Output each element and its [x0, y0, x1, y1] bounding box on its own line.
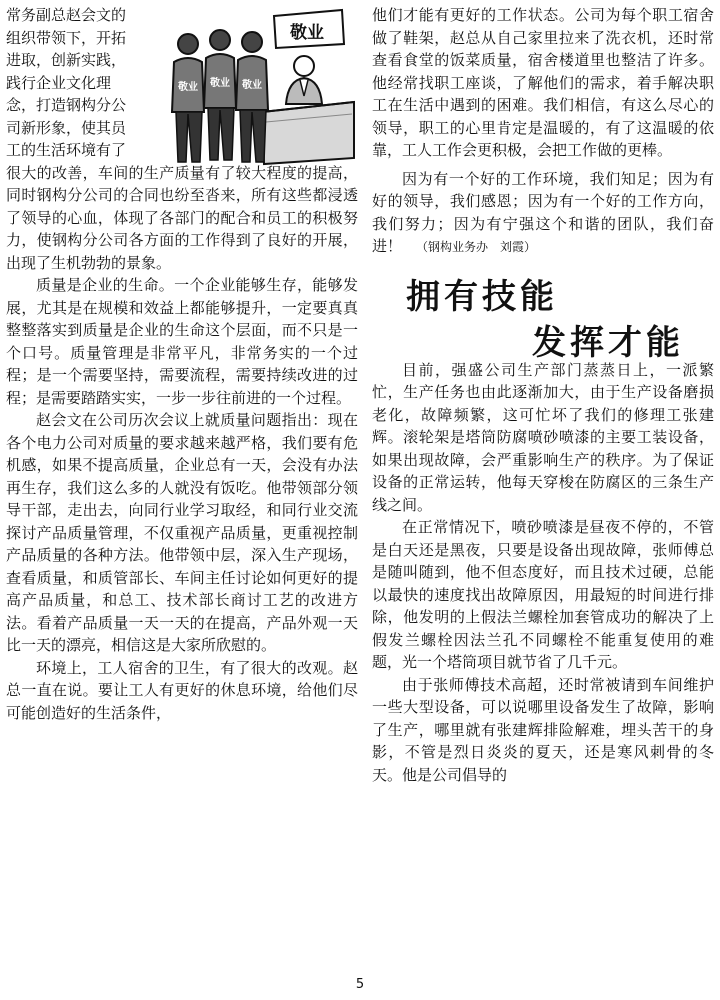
headline-line-1: 拥有技能 [406, 276, 558, 317]
intro-line: 工的生活环境有了 [6, 141, 127, 159]
right-paragraph-1: 他们才能有更好的工作状态。公司为每个职工宿舍做了鞋架，赵总从自己家里拉来了洗衣机，还时常查看食堂的饭菜质量，宿舍楼道里也整洁了许多。他经常找职工座谈，了解他们的需求，着手解决职工在生活中遇到的困难。我们相信，有这么尽心的领导，职工的心里肯定是温暖的，有了这温暖的依靠，工人工作会更积极，会把工作做的更棒。 [372, 6, 714, 159]
right-paragraph-2 [372, 168, 714, 259]
wrapped-intro [6, 4, 162, 162]
article-headline [372, 259, 714, 363]
shirt-text: 敬业 [210, 78, 230, 89]
desk [262, 102, 354, 164]
intro-line: 司新形象，使其员 [6, 118, 127, 137]
left-paragraph-4: 环境上，工人宿舍的卫生，有了很大的改观。赵总一直在说。要让工人有更好的休息环境，给他们尽可能创造好的生活条件， [6, 658, 358, 722]
right-column [372, 4, 714, 786]
worker-1 [172, 34, 204, 162]
intro-line: 组织带领下，开拓 [6, 28, 127, 47]
right-paragraph-2-text: 因为有一个好的工作环境，我们知足；因为有好的领导，我们感恩；因为有一个好的工作方向，我们努力；因为有宁强这个和谐的团队，我们奋进！ [372, 169, 714, 255]
page-number: 5 [355, 977, 365, 992]
worker-2 [204, 30, 236, 160]
shirt-text: 敬业 [178, 82, 198, 93]
left-paragraph-2: 质量是企业的生命。一个企业能够生存，能够发展，尤其是在规模和效益上都能够提升，一定要真真整整落实到质量是企业的生命这个层面，而不只是一个口号。质量管理是非常平凡，非常务实的一个过程；是一个需要坚持，需要流程，需要持续改进的过程；是需要踏踏实实，一步一步往前进的一个过程。 [6, 276, 358, 407]
intro-line: 进取，创新实践， [6, 51, 127, 69]
left-paragraph-1: 很大的改善，车间的生产质量有了较大程度的提高，同时钢构分公司的合同也纷至沓来，所有这些都浸透了领导的心血，体现了各部门的配合和员工的积极努力，使钢构分公司各方面的工作得到了良好的开展，出现了生机勃勃的景象。 [6, 163, 358, 272]
right-paragraph-5: 由于张师傅技术高超，还时常被请到车间维护一些大型设备，可以说哪里设备发生了故障，影响了生产，哪里就有张建辉排险解难，埋头苦干的身影，不管是烈日炎炎的夏天，还是寒风刺骨的冬天。他是公司倡导的 [372, 675, 714, 784]
shirt-text: 敬业 [242, 80, 262, 91]
worker-3 [236, 32, 268, 162]
byline: （钢构业务办 刘霞） [416, 240, 537, 254]
right-paragraph-3: 目前，强盛公司生产部门蒸蒸日上，一派繁忙，生产任务也由此逐渐加大，由于生产设备磨损老化，故障频繁，这可忙坏了我们的修理工张建辉。滚轮架是塔筒防腐喷砂喷漆的主要工装设备，如果出现故障，会严重影响生产的秩序。为了保证设备的正常运转，他每天穿梭在防腐区的三条生产线之间。 [372, 360, 714, 514]
left-paragraph-3: 赵会文在公司历次会议上就质量问题指出：现在各个电力公司对质量的要求越来越严格，我们要有危机感，如果不提高质量，企业总有一天，会没有办法再生存，我们这么多的人就没有饭吃。他带领部分领导干部，走出去，向同行业学习取经，和同行业交流探讨产品质量管理，不仅重视产品质量，更重视控制产品质量的各种方法。他带领中层，深入生产现场，查看质量，和质管部长、车间主任讨论如何更好的提高产品质量，和总工、技术部长商讨工艺的改进方法。看着产品质量一天一天的在提高，产品外观一天比一天的漂亮，相信这是大家所欣慰的。 [6, 411, 358, 654]
seated-manager [286, 56, 322, 104]
sign-text: 敬业 [290, 23, 324, 43]
intro-line: 常务副总赵会文的 [6, 6, 127, 24]
workers-illustration [166, 4, 356, 172]
intro-line: 念，打造钢构分公 [6, 96, 127, 114]
right-paragraph-4: 在正常情况下，喷砂喷漆是昼夜不停的，不管是白天还是黑夜，只要是设备出现故障，张师傅总是随叫随到，他不但态度好，而且技术过硬，总能以最快的速度找出故障原因，用最短的时间进行排除，他发明的上假法兰螺栓加套管成功的解决了上假发兰螺栓因法兰孔不同螺栓不能重复使用的难题，光一个塔筒项目就节省了几千元。 [372, 518, 714, 671]
dedication-sign [274, 10, 344, 48]
intro-line: 践行企业文化理 [6, 73, 112, 92]
headline-line-2: 发挥才能 [532, 322, 684, 363]
